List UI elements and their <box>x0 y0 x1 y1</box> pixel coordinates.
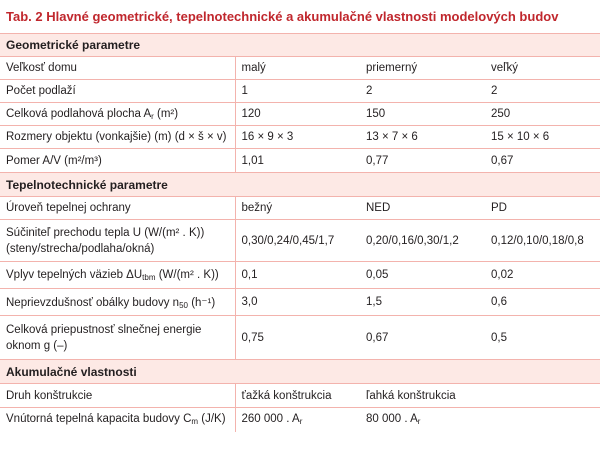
row-label: Úroveň tepelnej ochrany <box>0 197 235 220</box>
cell-small: 16 × 9 × 3 <box>235 126 360 149</box>
table-row <box>0 57 600 80</box>
cell-small: ťažká konštrukcia <box>235 384 360 408</box>
cell-small: 1,01 <box>235 149 360 173</box>
cell-large: 250 <box>485 103 600 126</box>
label-text: Celková podlahová plocha A <box>6 107 152 120</box>
cell-medium: 0,20/0,16/0,30/1,2 <box>360 220 485 262</box>
table-row <box>0 103 600 126</box>
section-accumulation <box>0 360 600 384</box>
row-label: Pomer A/V (m²/m³) <box>0 149 235 173</box>
row-label <box>0 220 235 262</box>
section-thermal <box>0 173 600 197</box>
cell-medium <box>360 408 485 432</box>
table-row <box>0 220 600 262</box>
cell-small: 0,1 <box>235 262 360 289</box>
table-caption: Tab. 2 Hlavné geometrické, tepelnotechnické a akumulačné vlastnosti modelových budov <box>0 0 600 33</box>
cell-medium: 150 <box>360 103 485 126</box>
label-unit: (h⁻¹) <box>188 296 216 309</box>
row-label: Počet podlaží <box>0 80 235 103</box>
cell-small: 120 <box>235 103 360 126</box>
properties-table <box>0 33 600 432</box>
cell-large: 0,12/0,10/0,18/0,8 <box>485 220 600 262</box>
label-unit: (m²) <box>153 107 179 120</box>
section-title: Akumulačné vlastnosti <box>0 360 600 384</box>
cell-large: 0,67 <box>485 149 600 173</box>
cell-large: 15 × 10 × 6 <box>485 126 600 149</box>
cell-large <box>485 408 600 432</box>
cell-medium: 2 <box>360 80 485 103</box>
value-subscript: r <box>299 417 303 427</box>
value-text: 260 000 . A <box>241 413 300 426</box>
label-text: Neprievzdušnosť obálky budovy n <box>6 296 180 309</box>
cell-small: malý <box>235 57 360 80</box>
table-row <box>0 316 600 360</box>
cell-medium: NED <box>360 197 485 220</box>
cell-small: bežný <box>235 197 360 220</box>
cell-small: 0,30/0,24/0,45/1,7 <box>235 220 360 262</box>
cell-small: 3,0 <box>235 289 360 316</box>
cell-medium: 0,77 <box>360 149 485 173</box>
table-row <box>0 197 600 220</box>
cell-large: 0,02 <box>485 262 600 289</box>
row-label <box>0 289 235 316</box>
row-label <box>0 316 235 360</box>
row-label: Rozmery objektu (vonkajšie) (m) (d × š × v) <box>0 126 235 149</box>
table-row <box>0 408 600 432</box>
table-row <box>0 384 600 408</box>
value-text: 80 000 . A <box>366 413 418 426</box>
cell-large: 0,6 <box>485 289 600 316</box>
cell-small: 0,75 <box>235 316 360 360</box>
label-text: Vplyv tepelných väzieb ΔU <box>6 268 143 281</box>
table-row <box>0 149 600 173</box>
cell-medium: priemerný <box>360 57 485 80</box>
row-label <box>0 103 235 126</box>
cell-medium: 0,05 <box>360 262 485 289</box>
label-line-1: Celková priepustnosť slnečnej energie <box>6 323 202 336</box>
table-row <box>0 80 600 103</box>
value-subscript: r <box>417 417 421 427</box>
label-subscript: m <box>191 417 199 427</box>
cell-large: PD <box>485 197 600 220</box>
cell-medium: 0,67 <box>360 316 485 360</box>
row-label: Veľkosť domu <box>0 57 235 80</box>
cell-large <box>485 384 600 408</box>
table-row <box>0 262 600 289</box>
row-label <box>0 262 235 289</box>
label-line-2: oknom g (–) <box>6 339 68 352</box>
label-line-1: Súčiniteľ prechodu tepla U (W/(m² . K)) <box>6 226 205 239</box>
cell-medium: ľahká konštrukcia <box>360 384 485 408</box>
cell-large: veľký <box>485 57 600 80</box>
row-label <box>0 408 235 432</box>
label-line-2: (steny/strecha/podlaha/okná) <box>6 242 155 255</box>
cell-small <box>235 408 360 432</box>
label-unit: (W/(m² . K)) <box>155 268 219 281</box>
label-subscript: 50 <box>179 300 188 310</box>
table-row <box>0 126 600 149</box>
label-text: Vnútorná tepelná kapacita budovy C <box>6 413 192 426</box>
label-unit: (J/K) <box>198 413 226 426</box>
cell-medium: 13 × 7 × 6 <box>360 126 485 149</box>
label-subscript: tbm <box>142 272 156 282</box>
cell-large: 2 <box>485 80 600 103</box>
cell-large: 0,5 <box>485 316 600 360</box>
row-label: Druh konštrukcie <box>0 384 235 408</box>
section-title: Geometrické parametre <box>0 34 600 57</box>
table-row <box>0 289 600 316</box>
section-title: Tepelnotechnické parametre <box>0 173 600 197</box>
cell-medium: 1,5 <box>360 289 485 316</box>
cell-small: 1 <box>235 80 360 103</box>
label-subscript: r <box>151 111 154 121</box>
section-geometric <box>0 34 600 57</box>
